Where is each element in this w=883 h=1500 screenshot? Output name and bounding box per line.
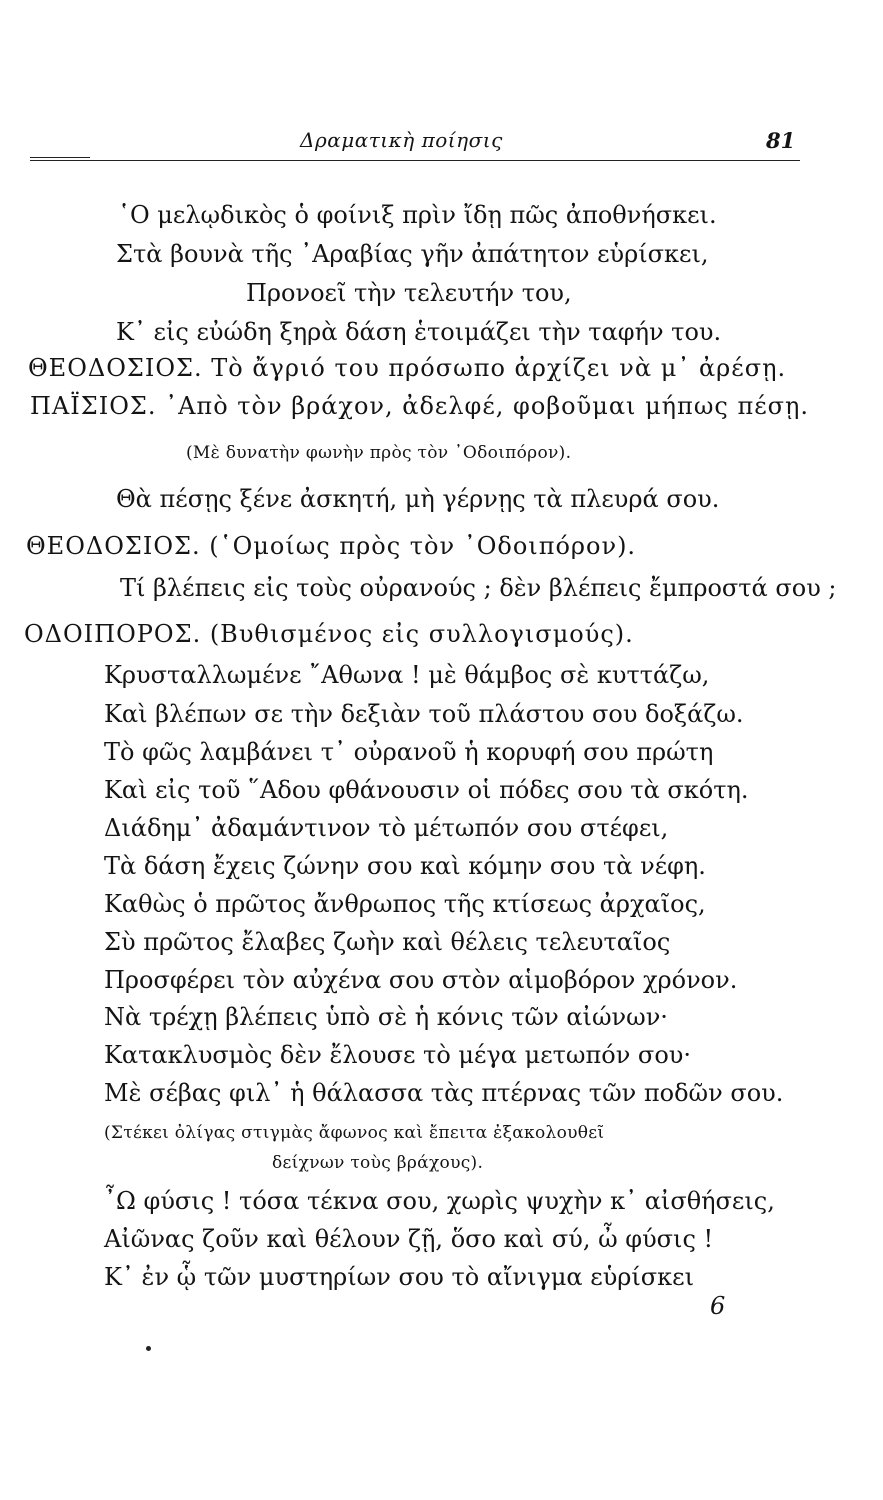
speaker-line: ΠΑΪΣΙΟΣ. ᾿Απὸ τὸν βράχον, ἀδελφέ, φοβοῦμαι μήπως πέσῃ. [30, 392, 810, 420]
verse-line: Τὸ φῶς λαμβάνει τ᾿ οὐρανοῦ ἡ κορυφή σου πρώτη [104, 738, 714, 766]
print-speck [146, 1346, 151, 1351]
page-number: 81 [766, 128, 796, 153]
verse-line: Προνοεῖ τὴν τελευτήν του, [246, 279, 572, 307]
verse-line: Καὶ εἰς τοῦ ῞Αδου φθάνουσιν οἱ πόδες σου τὰ σκότη. [104, 776, 749, 804]
header-rule [30, 160, 800, 161]
verse-line: Θὰ πέσῃς ξένε ἀσκητή, μὴ γέρνῃς τὰ πλευρά σου. [116, 485, 720, 513]
verse-line: Νὰ τρέχῃ βλέπεις ὑπὸ σὲ ἡ κόνις τῶν αἰώνων· [104, 1003, 668, 1031]
stage-direction: δείχνων τοὺς βράχους). [272, 1153, 484, 1173]
verse-line: Διάδημ᾿ ἀδαμάντινον τὸ μέτωπόν σου στέφει, [104, 814, 669, 842]
verse-line: Αἰῶνας ζοῦν καὶ θέλουν ζῇ, ὅσο καὶ σύ, ὦ φύσις ! [104, 1225, 714, 1253]
verse-line: Κ᾿ εἰς εὐώδη ξηρὰ δάση ἑτοιμάζει τὴν ταφήν του. [116, 318, 722, 346]
verse-line: Σὺ πρῶτος ἔλαβες ζωὴν καὶ θέλεις τελευταῖος [104, 928, 671, 956]
speaker-line: ΘΕΟΔΟΣΙΟΣ. Τὸ ἄγριό του πρόσωπο ἀρχίζει νὰ μ᾿ ἀρέσῃ. [28, 354, 787, 382]
verse-line: Κ᾿ ἐν ᾧ τῶν μυστηρίων σου τὸ αἴνιγμα εὑρίσκει [104, 1263, 695, 1291]
header-rule-short [30, 157, 90, 158]
stage-direction: (Μὲ δυνατὴν φωνὴν πρὸς τὸν ᾿Οδοιπόρον). [186, 443, 572, 463]
verse-line: Προσφέρει τὸν αὐχένα σου στὸν αἱμοβόρον χρόνον. [104, 966, 738, 994]
verse-line: Στὰ βουνὰ τῆς ᾿Αραβίας γῆν ἀπάτητον εὑρίσκει, [116, 240, 709, 268]
verse-line: Κατακλυσμὸς δὲν ἔλουσε τὸ μέγα μετωπόν σου· [104, 1041, 691, 1069]
verse-line: Τὰ δάση ἔχεις ζώνην σου καὶ κόμην σου τὰ νέφη. [104, 852, 706, 880]
verse-line: ῏Ω φύσις ! τόσα τέκνα σου, χωρὶς ψυχὴν κ᾿ αἰσθήσεις, [104, 1187, 775, 1215]
verse-line: ῾Ο μελῳδικὸς ὁ φοίνιξ πρὶν ἴδῃ πῶς ἀποθνήσκει. [118, 201, 717, 229]
verse-line: Κρυσταλλωμένε ῎Αθωνα ! μὲ θάμβος σὲ κυττάζω, [104, 661, 710, 689]
stage-direction: (Στέκει ὀλίγας στιγμὰς ἄφωνος καὶ ἔπειτα ἐξακολουθεῖ [104, 1123, 605, 1143]
verse-line: Καὶ βλέπων σε τὴν δεξιὰν τοῦ πλάστου σου δοξάζω. [104, 700, 744, 728]
speaker-line: ΟΔΟΙΠΟΡΟΣ. (Βυθισμένος εἰς συλλογισμούς). [24, 620, 634, 648]
verse-line: Καθὼς ὁ πρῶτος ἄνθρωπος τῆς κτίσεως ἀρχαῖος, [104, 890, 706, 918]
speaker-line: ΘΕΟΔΟΣΙΟΣ. (῾Ομοίως πρὸς τὸν ᾿Οδοιπόρον). [26, 532, 637, 560]
signature-mark: 6 [710, 1292, 726, 1320]
running-title: Δραματικὴ ποίησις [300, 128, 503, 152]
verse-line: Τί βλέπεις εἰς τοὺς οὐρανούς ; δὲν βλέπεις ἔμπροστά σου ; [120, 574, 837, 602]
running-head [0, 128, 883, 158]
verse-line: Μὲ σέβας φιλ᾿ ἡ θάλασσα τὰς πτέρνας τῶν ποδῶν σου. [104, 1079, 784, 1107]
